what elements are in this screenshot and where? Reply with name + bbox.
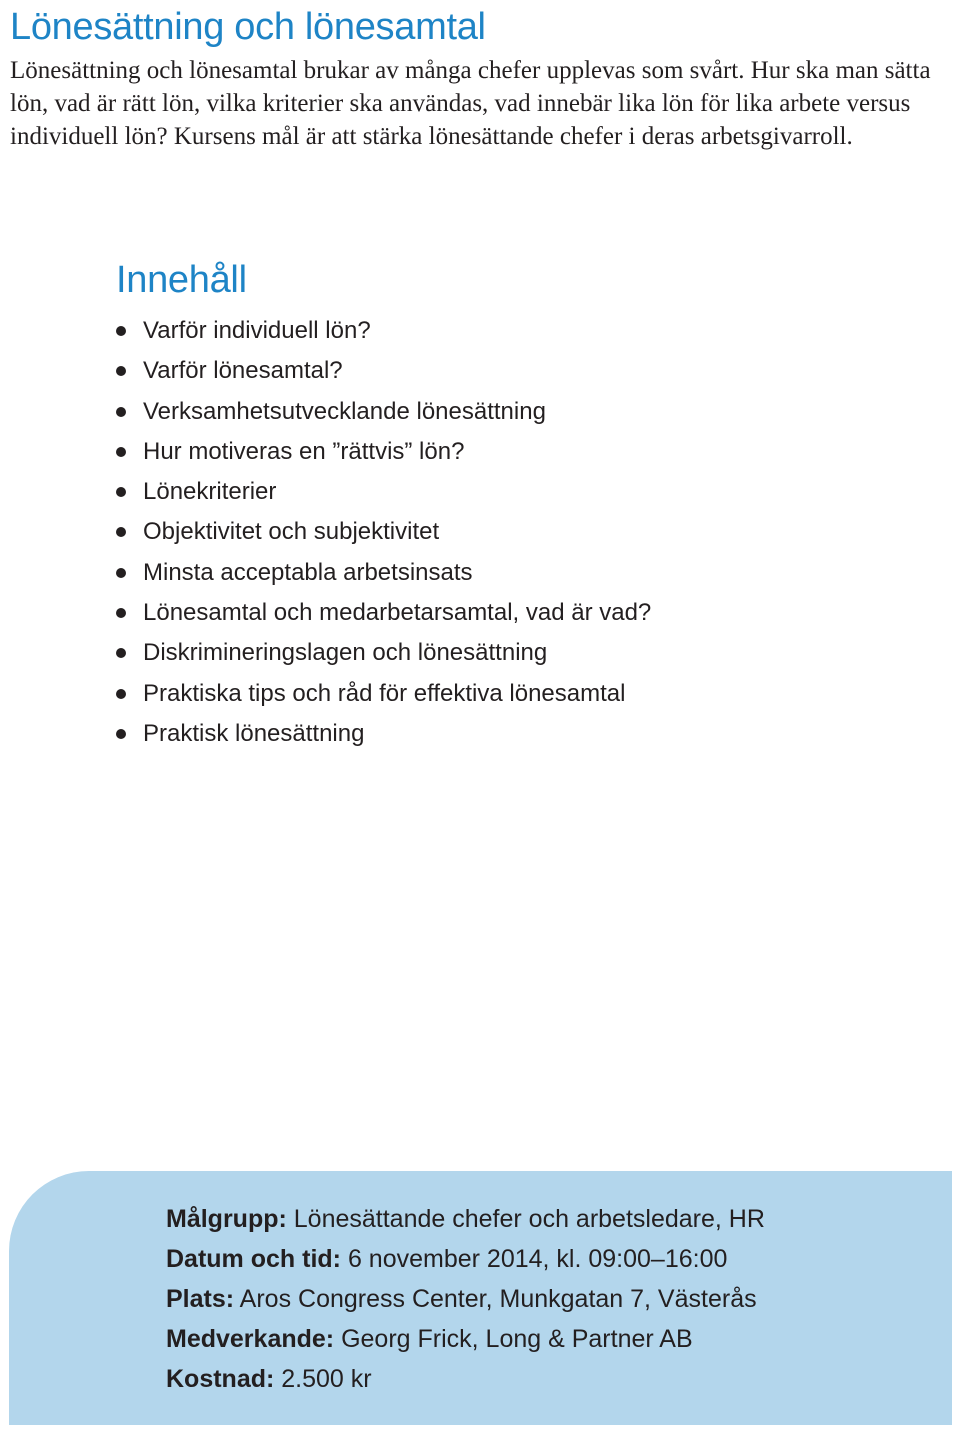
info-value: 6 november 2014, kl. 09:00–16:00	[341, 1245, 728, 1273]
list-item	[116, 472, 651, 512]
intro-paragraph: Lönesättning och lönesamtal brukar av många chefer upplevas som svårt. Hur ska man sätta lön, vad är rätt lön, vilka kriterier ska användas, vad innebär lika lön för lika arbete versus individuell lön? Kursens mål är att stärka lönesättande chefer i deras arbetsgivarroll.	[10, 57, 931, 150]
bullet-icon	[116, 407, 126, 417]
list-item-text: Praktiska tips och råd för effektiva lönesamtal	[143, 679, 626, 707]
list-item-text: Lönekriterier	[143, 478, 277, 506]
info-label: Plats:	[166, 1285, 235, 1313]
bullet-icon	[116, 568, 126, 578]
list-item	[116, 553, 651, 593]
list-item-text: Diskrimineringslagen och lönesättning	[143, 639, 548, 667]
list-item	[116, 633, 651, 673]
list-item-text: Objektivitet och subjektivitet	[143, 518, 440, 546]
bullet-icon	[116, 729, 126, 739]
info-label: Datum och tid:	[166, 1245, 341, 1273]
list-item	[116, 351, 651, 391]
bullet-icon	[116, 608, 126, 618]
list-item	[116, 593, 651, 633]
list-item-text: Lönesamtal och medarbetarsamtal, vad är vad?	[143, 599, 652, 627]
info-value: Aros Congress Center, Munkgatan 7, Västerås	[234, 1285, 757, 1313]
list-item	[116, 392, 651, 432]
info-row-place	[166, 1279, 765, 1319]
info-value: Georg Frick, Long & Partner AB	[334, 1325, 693, 1353]
bullet-icon	[116, 447, 126, 457]
info-row-target-group	[166, 1199, 765, 1239]
bullet-icon	[116, 366, 126, 376]
list-item	[116, 674, 651, 714]
list-item	[116, 432, 651, 472]
info-value: 2.500 kr	[274, 1365, 372, 1393]
info-label: Kostnad:	[166, 1365, 275, 1393]
list-item	[116, 512, 651, 552]
list-item-text: Minsta acceptabla arbetsinsats	[143, 558, 473, 586]
list-item-text: Verksamhetsutvecklande lönesättning	[143, 397, 546, 425]
info-row-cost	[166, 1359, 765, 1399]
course-info-list	[166, 1199, 765, 1399]
list-item-text: Varför lönesamtal?	[143, 357, 343, 385]
list-item-text: Varför individuell lön?	[143, 317, 371, 344]
list-item-text: Hur motiveras en ”rättvis” lön?	[143, 437, 465, 465]
page-title: Lönesättning och lönesamtal	[10, 6, 486, 48]
bullet-icon	[116, 527, 126, 537]
bullet-icon	[116, 487, 126, 497]
course-info-box	[9, 1171, 952, 1425]
bullet-icon	[116, 326, 126, 336]
list-item-text: Praktisk lönesättning	[143, 719, 365, 747]
bullet-icon	[116, 689, 126, 699]
info-label: Målgrupp:	[166, 1205, 287, 1233]
bullet-icon	[116, 648, 126, 658]
info-label: Medverkande:	[166, 1325, 335, 1353]
contents-list	[116, 311, 651, 754]
list-item	[116, 311, 651, 351]
info-row-date-time	[166, 1239, 765, 1279]
list-item	[116, 714, 651, 754]
contents-heading: Innehåll	[116, 259, 247, 301]
info-row-contributors	[166, 1319, 765, 1359]
info-value: Lönesättande chefer och arbetsledare, HR	[286, 1205, 765, 1233]
